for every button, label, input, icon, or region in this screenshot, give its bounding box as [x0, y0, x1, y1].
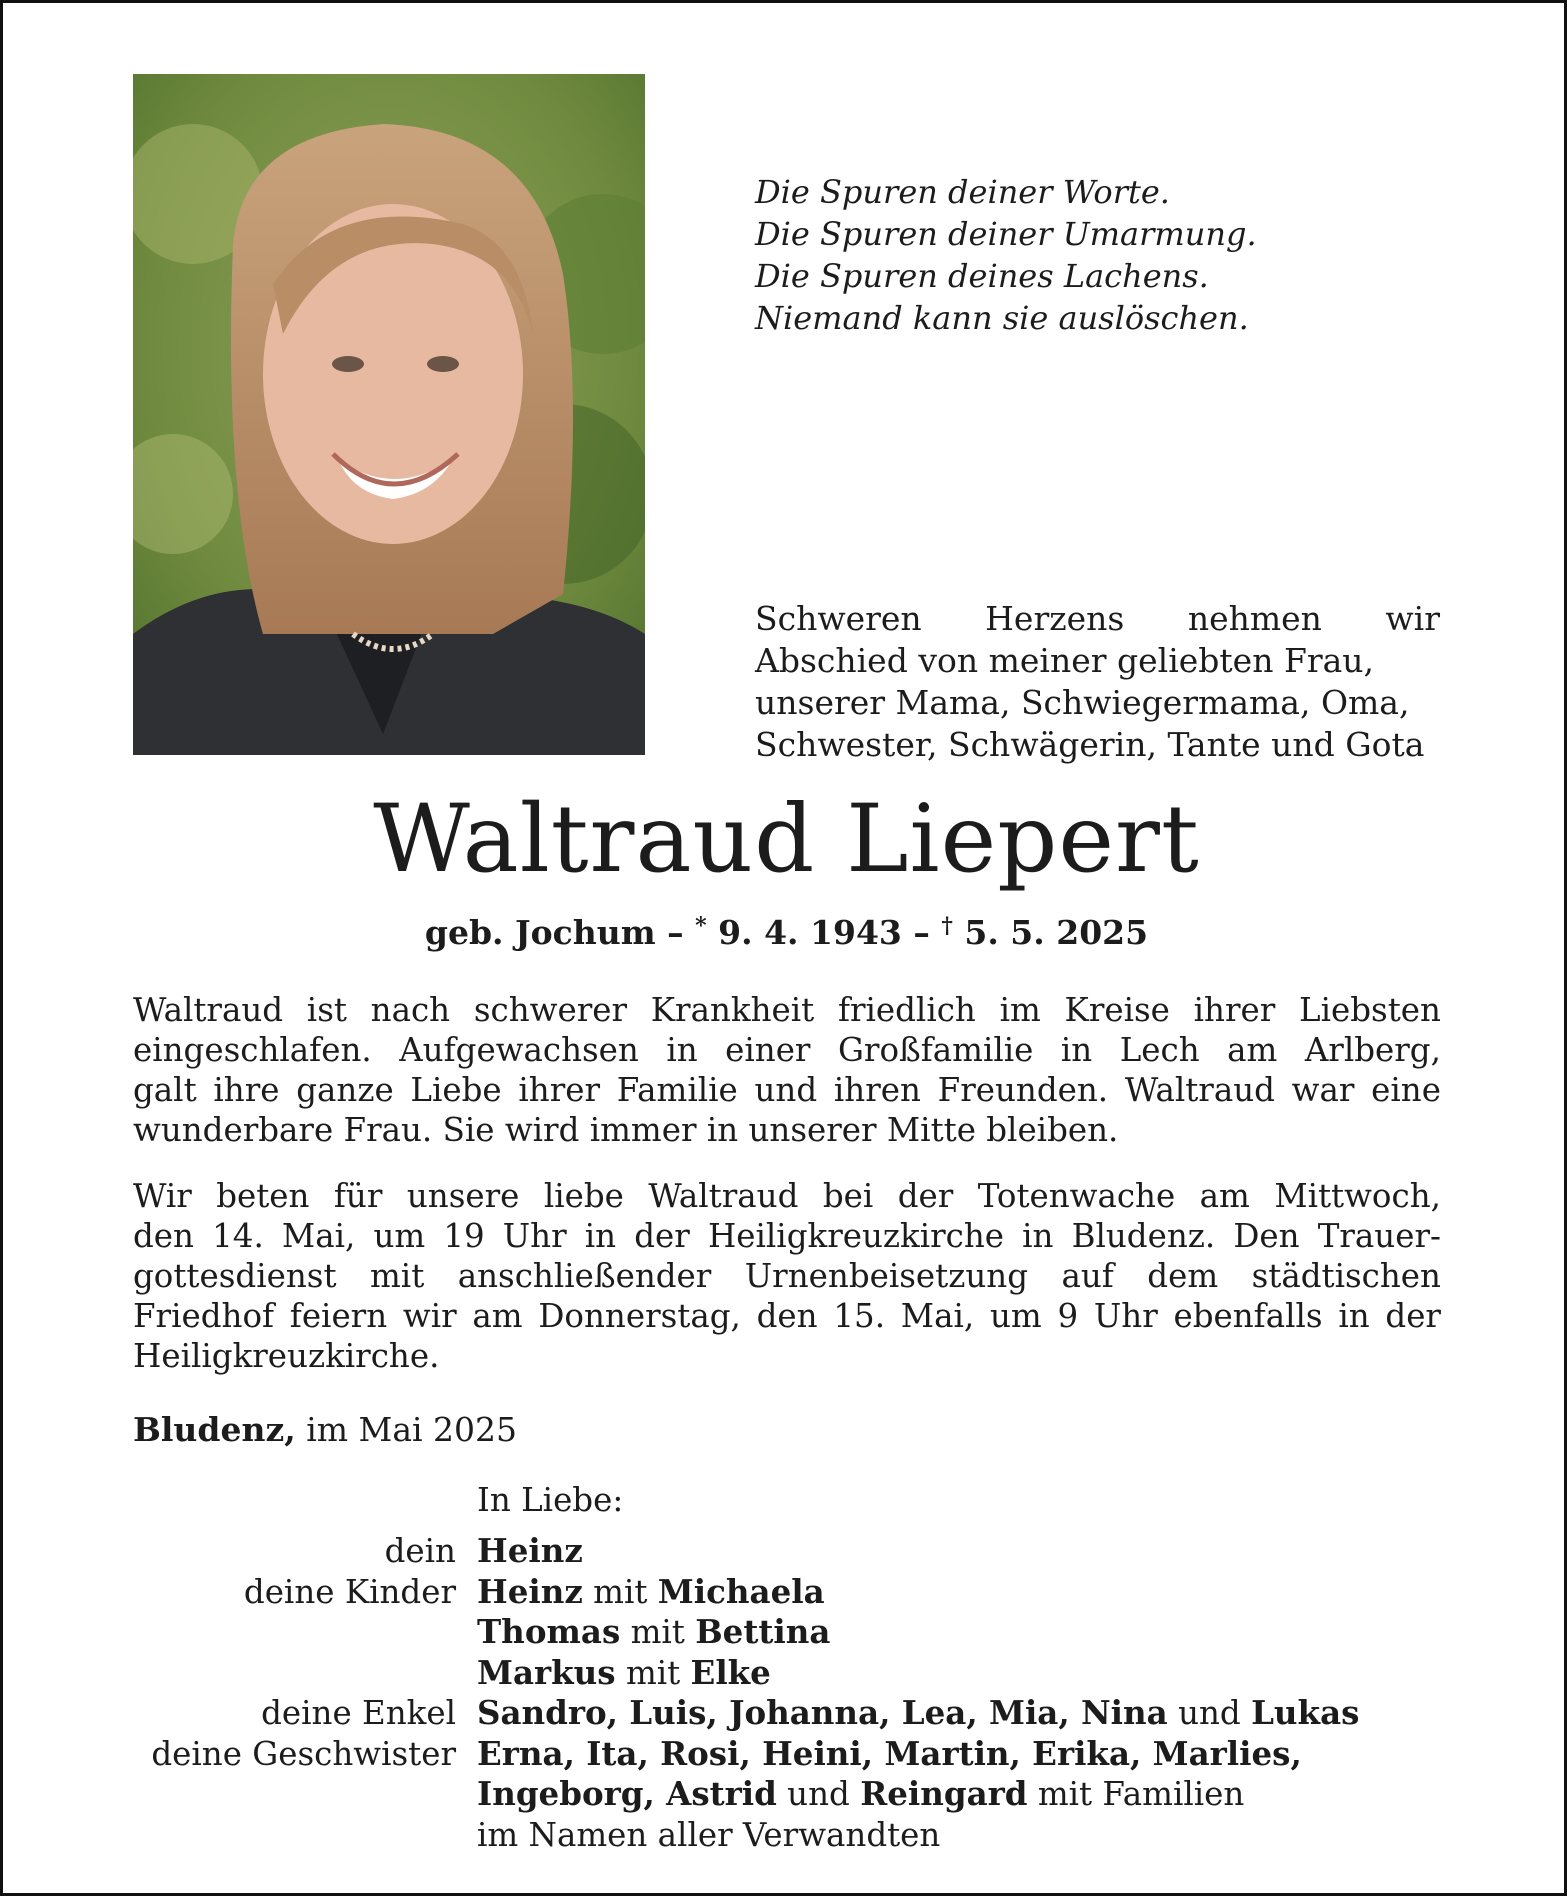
- word: anschließender: [457, 1257, 712, 1295]
- family-row-husband: [3, 1531, 1567, 1572]
- word: in: [666, 1031, 698, 1069]
- word: in: [584, 1217, 617, 1255]
- family-row-children: [3, 1572, 1567, 1613]
- word: den: [756, 1297, 818, 1335]
- family-name: Markus: [477, 1652, 616, 1692]
- word: 14.: [212, 1217, 264, 1255]
- word: Waltraud: [1124, 1071, 1275, 1109]
- word: am: [472, 1297, 523, 1335]
- word: Lech: [1119, 1031, 1200, 1069]
- word: Liebsten: [1299, 991, 1441, 1029]
- word: Arlberg,: [1304, 1031, 1441, 1069]
- word: feiern: [289, 1297, 388, 1335]
- family-row-siblings: [3, 1734, 1567, 1775]
- paragraph-line: [133, 990, 1441, 1030]
- family-name: Lukas: [1251, 1693, 1360, 1732]
- dash: –: [901, 913, 942, 952]
- word: den: [133, 1217, 194, 1255]
- intro-word: Schweren: [755, 599, 922, 638]
- family-name: Reingard: [860, 1774, 1028, 1813]
- word: Aufgewachsen: [399, 1031, 639, 1069]
- death-date: 5. 5. 2025: [952, 913, 1149, 952]
- intro-line: Schwester, Schwägerin, Tante und Gota: [755, 725, 1425, 764]
- relatives-note: im Namen aller Verwandten: [477, 1815, 941, 1854]
- paragraph-line: [133, 1030, 1441, 1070]
- word: Heiligkreuzkirche: [707, 1217, 1005, 1255]
- word: ganze: [296, 1071, 394, 1109]
- poem-line: Niemand kann sie auslöschen.: [755, 299, 1249, 337]
- word: in: [1022, 1217, 1054, 1255]
- relation-label: dein: [384, 1532, 456, 1570]
- intro-word: wir: [1385, 599, 1440, 638]
- word: eingeschlafen.: [133, 1031, 372, 1069]
- intro-word: Herzens: [985, 599, 1125, 638]
- connector: mit: [620, 1613, 696, 1651]
- word: für: [333, 1177, 383, 1215]
- family-name: Bettina: [695, 1612, 831, 1651]
- life-dates: [3, 913, 1567, 953]
- family-name: Erna, Ita, Rosi, Heini, Martin, Erika, Marlies,: [477, 1733, 1302, 1773]
- word: Liebe: [410, 1071, 502, 1109]
- family-name: Elke: [690, 1652, 771, 1692]
- intro-line: Abschied von meiner geliebten Frau,: [755, 641, 1375, 680]
- word: 9: [1057, 1297, 1079, 1335]
- dash: –: [655, 913, 696, 952]
- paragraph-line: [133, 1070, 1441, 1110]
- poem: [755, 171, 1257, 339]
- word: Großfamilie: [837, 1031, 1034, 1069]
- family-row-children: [3, 1653, 1567, 1694]
- word: beten: [216, 1177, 310, 1215]
- birth-symbol: *: [695, 913, 707, 939]
- word: Donnerstag,: [538, 1297, 741, 1335]
- word: ihre: [213, 1071, 280, 1109]
- word: ist: [306, 991, 347, 1029]
- family-name: Heinz: [477, 1571, 583, 1611]
- family-name: Ingeborg, Astrid: [477, 1774, 777, 1813]
- word: Trauer-: [1317, 1217, 1441, 1255]
- word: schwerer: [473, 991, 628, 1029]
- word: Kreise: [1064, 991, 1170, 1029]
- paragraph-line: [133, 1176, 1441, 1216]
- paragraph-line: [133, 1256, 1441, 1296]
- portrait-image: [133, 74, 645, 755]
- word: Urnenbeisetzung: [744, 1257, 1029, 1295]
- family-row-siblings: [3, 1774, 1567, 1815]
- word: unsere: [406, 1177, 520, 1215]
- intro-text: [755, 598, 1440, 766]
- maiden-name: geb. Jochum: [424, 913, 656, 952]
- family-name: Heinz: [477, 1531, 583, 1570]
- word: ihren: [833, 1071, 921, 1109]
- in-love-heading: In Liebe:: [477, 1481, 624, 1519]
- word: bei: [822, 1177, 874, 1215]
- word: Waltraud: [648, 1177, 799, 1215]
- word: städtischen: [1251, 1257, 1441, 1295]
- word: um: [989, 1297, 1042, 1335]
- place-city: Bludenz,: [133, 1410, 296, 1449]
- word: Mai,: [281, 1217, 356, 1255]
- relation-label: deine Geschwister: [151, 1734, 456, 1773]
- family-suffix: mit Familien: [1027, 1775, 1245, 1813]
- connector: mit: [582, 1572, 658, 1611]
- intro-word: nehmen: [1187, 599, 1322, 638]
- word: nach: [370, 991, 451, 1029]
- word: Totenwache: [977, 1177, 1176, 1215]
- family-row-children: [3, 1612, 1567, 1653]
- family-row-grandchildren: [3, 1693, 1567, 1734]
- paragraph-line: [133, 1216, 1441, 1256]
- place-month: im Mai 2025: [295, 1410, 518, 1449]
- word: auf: [1061, 1257, 1114, 1295]
- word: Familie: [616, 1071, 738, 1109]
- family-row-relatives: [3, 1815, 1567, 1856]
- family-name: Thomas: [477, 1612, 621, 1651]
- deceased-name: Waltraud Liepert: [373, 785, 1200, 894]
- word: Waltraud: [133, 991, 284, 1029]
- paragraph-bio: [133, 990, 1441, 1150]
- portrait-photo: [133, 74, 645, 755]
- paragraph-line: wunderbare Frau. Sie wird immer in unserer Mitte bleiben.: [133, 1111, 1119, 1149]
- word: im: [999, 991, 1041, 1029]
- family-list: [3, 1531, 1567, 1855]
- word: Friedhof: [133, 1297, 275, 1335]
- word: mit: [369, 1257, 425, 1295]
- word: einer: [725, 1031, 811, 1069]
- word: 19: [443, 1217, 485, 1255]
- word: friedlich: [837, 991, 976, 1029]
- birth-date: 9. 4. 1943: [706, 913, 902, 952]
- word: in: [1060, 1031, 1093, 1069]
- word: Mai,: [900, 1297, 975, 1335]
- paragraph-line: Heiligkreuzkirche.: [133, 1337, 440, 1375]
- death-symbol: †: [941, 913, 953, 939]
- poem-line: Die Spuren deiner Worte.: [755, 173, 1170, 211]
- family-name: Michaela: [657, 1571, 825, 1611]
- word: und: [754, 1071, 818, 1109]
- poem-line: Die Spuren deiner Umarmung.: [755, 215, 1257, 253]
- word: Uhr: [502, 1217, 567, 1255]
- word: Uhr: [1093, 1297, 1158, 1335]
- word: um: [373, 1217, 426, 1255]
- word: Wir: [133, 1177, 192, 1215]
- connector: mit: [615, 1653, 691, 1692]
- word: liebe: [543, 1177, 624, 1215]
- intro-line: unserer Mama, Schwiegermama, Oma,: [755, 683, 1410, 722]
- paragraph-service: [133, 1176, 1441, 1376]
- word: war: [1291, 1071, 1355, 1109]
- poem-line: Die Spuren deines Lachens.: [755, 257, 1209, 295]
- word: ihrer: [518, 1071, 601, 1109]
- word: wir: [402, 1297, 457, 1335]
- word: der: [1385, 1297, 1441, 1335]
- relation-label: deine Enkel: [261, 1694, 456, 1732]
- word: eine: [1371, 1071, 1441, 1109]
- word: galt: [133, 1071, 197, 1109]
- word: Bludenz.: [1071, 1217, 1216, 1255]
- word: dem: [1147, 1257, 1219, 1295]
- word: ihrer: [1193, 991, 1276, 1029]
- connector: und: [776, 1775, 861, 1813]
- connector: und: [1167, 1694, 1252, 1732]
- word: in: [1338, 1297, 1370, 1335]
- word: Den: [1233, 1217, 1300, 1255]
- word: der: [634, 1217, 690, 1255]
- word: am: [1227, 1031, 1278, 1069]
- place-date: [133, 1410, 517, 1450]
- intro-line-justified: [755, 598, 1440, 640]
- word: Freunden.: [937, 1071, 1109, 1109]
- word: 15.: [833, 1297, 886, 1335]
- word: Mittwoch,: [1274, 1177, 1441, 1215]
- word: Krankheit: [650, 991, 815, 1029]
- word: gottesdienst: [133, 1257, 337, 1295]
- relation-label: deine Kinder: [243, 1572, 456, 1611]
- family-name: Sandro, Luis, Johanna, Lea, Mia, Nina: [477, 1693, 1168, 1732]
- word: ebenfalls: [1173, 1297, 1323, 1335]
- paragraph-line: [133, 1296, 1441, 1336]
- word: der: [897, 1177, 954, 1215]
- word: am: [1199, 1177, 1250, 1215]
